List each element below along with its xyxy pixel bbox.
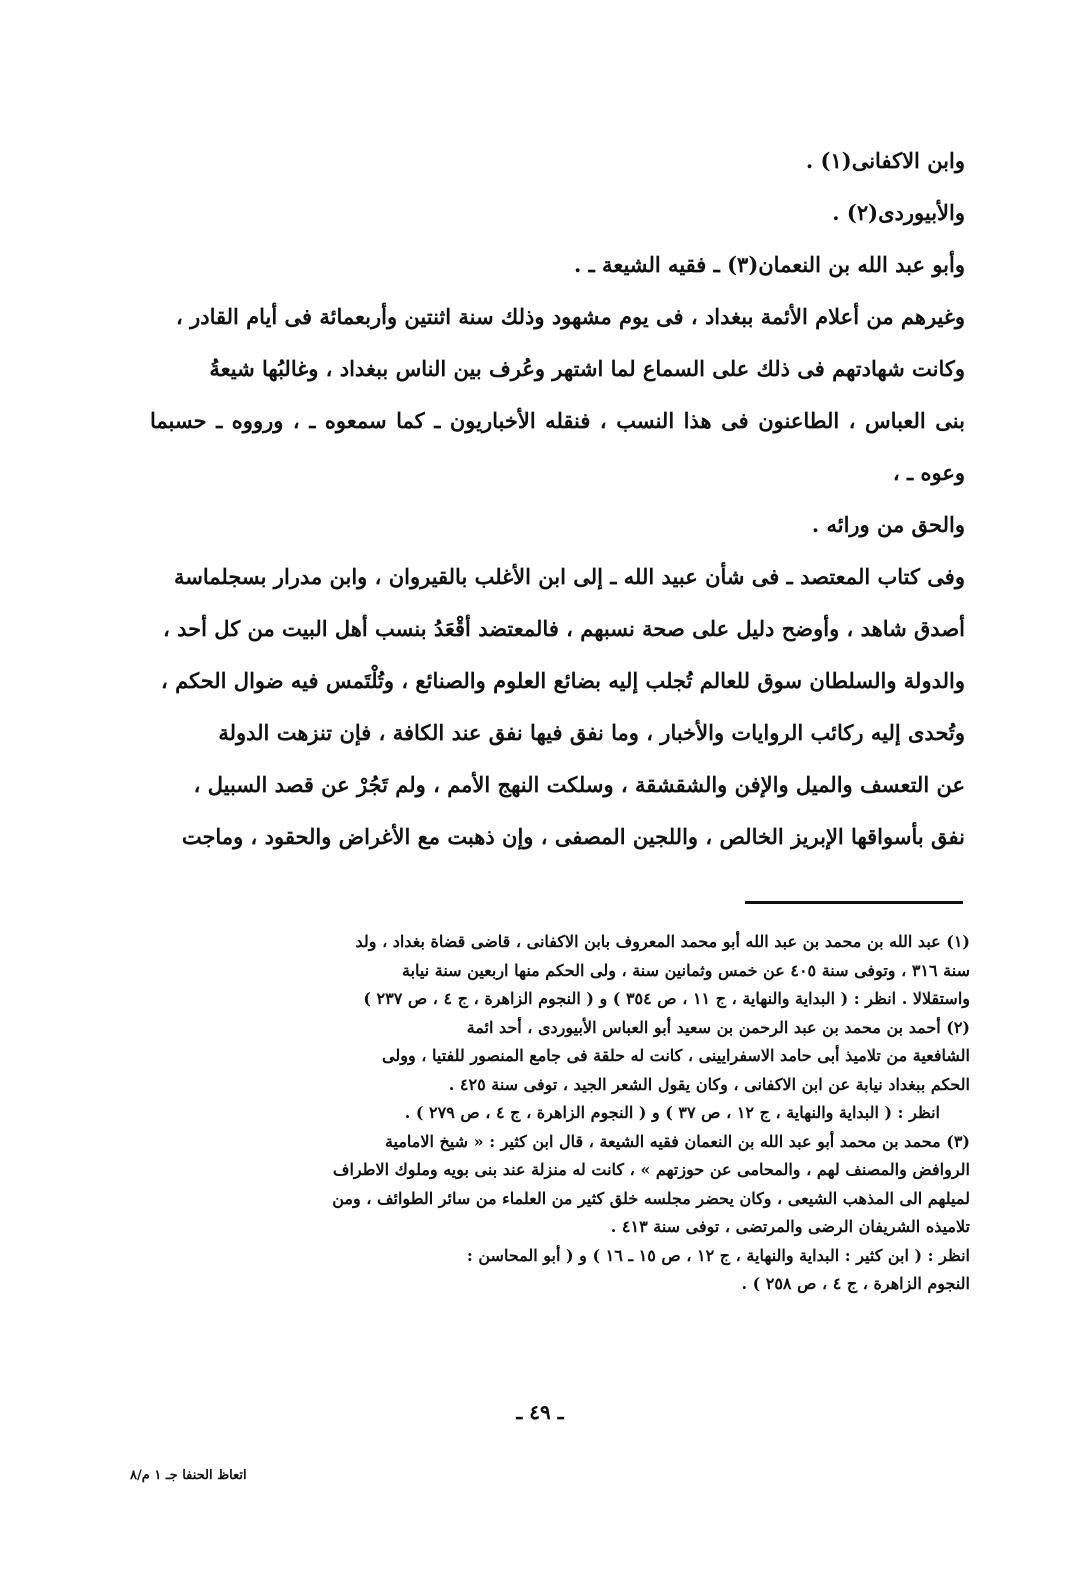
footnote-line: الشافعية من تلاميذ أبى حامد الاسفرايينى ، كانت له حلقة فى جامع المنصور للفتيا ، وولى	[382, 1046, 970, 1065]
body-line: بنى العباس ، الطاعنون فى هذا النسب ، فنقله الأخباريون ـ كما سمعوه ـ ، ورووه ـ حسبما وعوه ـ ،	[150, 408, 965, 485]
footnote-line: الحكم ببغداد نيابة عن ابن الاكفانى ، وكان يقول الشعر الجيد ، توفى سنة ٤٢٥ .	[448, 1074, 970, 1094]
main-text	[150, 135, 965, 863]
body-line: أصدق شاهد ، وأوضح دليل على صحة نسبهم ، فالمعتضد أقْعَدُ بنسب أهل البيت من كل أحد ،	[163, 616, 965, 641]
body-line: وغيرهم من أعلام الأئمة ببغداد ، فى يوم مشهود وذلك سنة اثنتين وأربعمائة فى أيام القادر ،	[176, 304, 965, 329]
footnote-line: (٢) أحمد بن محمد بن عبد الرحمن بن سعيد أبو العباس الأبيوردى ، أحد ائمة	[466, 1017, 970, 1037]
footnote-divider	[745, 901, 963, 904]
body-line: وابن الاكفانى(١) .	[805, 148, 965, 173]
body-line: نفق بأسواقها الإبريز الخالص ، واللجين المصفى ، وإن ذهبت مع الأغراض والحقود ، وماجت	[181, 824, 965, 849]
footnote-line: لميلهم الى المذهب الشيعى ، وكان يحضر مجلسه خلق كثير من العلماء من سائر الطوائف ، ومن	[332, 1188, 970, 1208]
footnotes	[125, 928, 970, 1299]
body-line: وتُحدى إليه ركائب الروايات والأخبار ، وما نفق فيها نفق عند الكافة ، فإن تنزهت الدولة	[218, 720, 965, 745]
printer-signature: اتعاظ الحنفا جـ ١ م/٨	[130, 1468, 247, 1483]
footnote-line: (٣) محمد بن محمد أبو عبد الله بن النعمان فقيه الشيعة ، قال ابن كثير : « شيخ الامامية	[384, 1131, 970, 1151]
body-line: عن التعسف والميل والإفن والشقشقة ، وسلكت النهج الأمم ، ولم تَجُرْ عن قصد السبيل ،	[193, 772, 965, 797]
body-line: والحق من ورائه .	[811, 512, 965, 537]
footnote-line: تلاميذه الشريفان الرضى والمرتضى ، توفى سنة ٤١٣ .	[610, 1217, 970, 1236]
footnote-line: (١) عبد الله بن محمد بن عبد الله أبو محمد المعروف بابن الاكفانى ، قاضى قضاة بغداد ، ولد	[355, 932, 970, 951]
body-line: وكانت شهادتهم فى ذلك على السماع لما اشتهر وعُرف بين الناس ببغداد ، وغالبُها شيعةُ	[209, 356, 965, 381]
footnote-line: انظر : ( ابن كثير : البداية والنهاية ، ج ١٢ ، ص ١٥ ـ ١٦ ) و ( أبو المحاسن :	[466, 1245, 970, 1265]
body-line: وأبو عبد الله بن النعمان(٣) ـ فقيه الشيعة ـ .	[573, 252, 965, 277]
footnote-line: سنة ٣١٦ ، وتوفى سنة ٤٠٥ عن خمس وثمانين سنة ، ولى الحكم منها اربعين سنة نيابة	[402, 960, 970, 980]
body-line: والدولة والسلطان سوق للعالم تُجلب إليه بضائع العلوم والصنائع ، وتُلْتَمس فيه ضوال الحكم ،	[161, 668, 965, 693]
footnote-line: النجوم الزاهرة ، ج ٤ ، ص ٢٥٨ ) .	[741, 1274, 970, 1293]
body-line: والأبيوردى(٢) .	[832, 200, 965, 225]
footnote-line: الروافض والمصنف لهم ، والمحامى عن حوزتهم » ، كانت له منزلة عند بنى بويه وملوك الاطراف	[332, 1160, 970, 1179]
footnote-line: واستقلالا . انظر : ( البداية والنهاية ، ج ١١ ، ص ٣٥٤ ) و ( النجوم الزاهرة ، ج ٤ ، ص ٢٣٧ )	[363, 989, 970, 1008]
footnote-line: انظر : ( البداية والنهاية ، ج ١٢ ، ص ٣٧ ) و ( النجوم الزاهرة ، ج ٤ ، ص ٢٧٩ ) .	[404, 1103, 940, 1122]
body-line: وفى كتاب المعتصد ـ فى شأن عبيد الله ـ إلى ابن الأغلب بالقيروان ، وابن مدرار بسجلماسة	[174, 564, 965, 589]
page-number: ـ ٤٩ ـ	[516, 1400, 564, 1424]
